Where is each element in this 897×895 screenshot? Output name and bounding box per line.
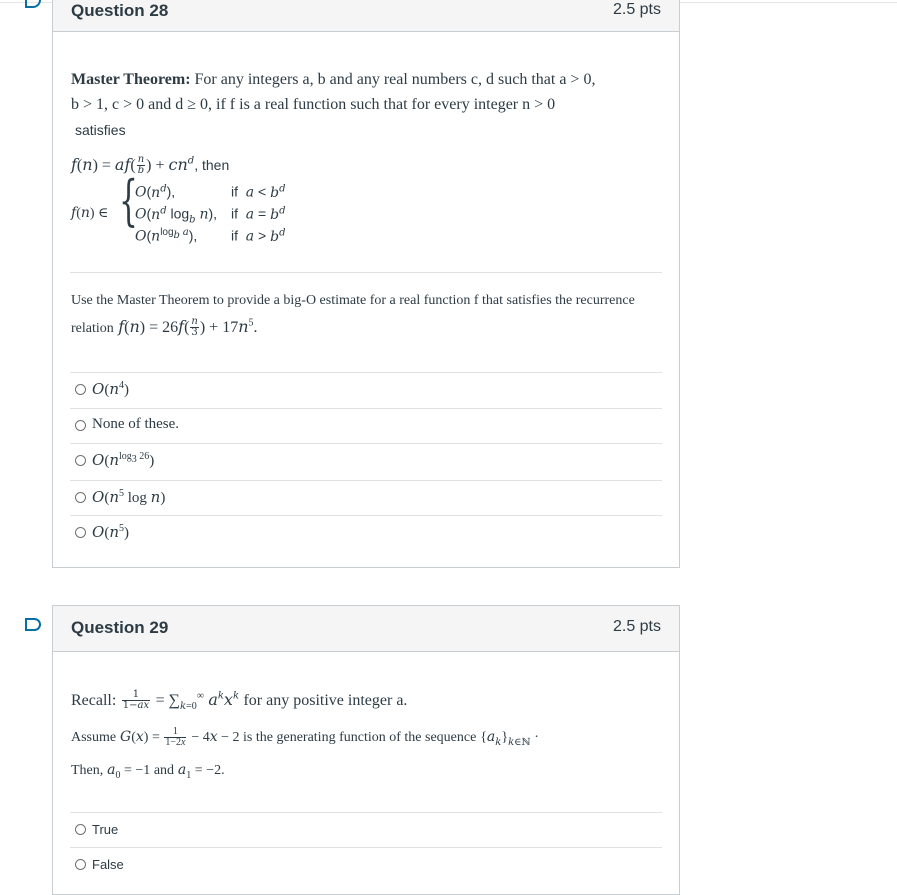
fn-membership: f(n) ∈ bbox=[71, 205, 109, 221]
answer-label: True bbox=[92, 822, 119, 837]
answer-option[interactable] bbox=[70, 408, 662, 443]
answer-option[interactable] bbox=[70, 372, 662, 407]
radio-button[interactable] bbox=[75, 859, 86, 870]
answer-option[interactable] bbox=[70, 480, 662, 515]
answer-label: $O(n^{log_3 26})$ bbox=[92, 451, 155, 469]
recall-tail: for any positive integer a. bbox=[243, 692, 408, 709]
case-1-condition: if $a < b^d$ bbox=[231, 183, 286, 201]
answer-option[interactable] bbox=[70, 847, 662, 882]
master-theorem-text: For any integers a, b and any real numbers c, d such that a > 0, bbox=[194, 71, 596, 88]
master-theorem-line1 bbox=[71, 71, 595, 89]
flag-question-icon[interactable] bbox=[25, 618, 41, 631]
question-title: Question 28 bbox=[71, 1, 169, 20]
recall-label: Recall: bbox=[71, 692, 117, 709]
radio-button[interactable] bbox=[75, 527, 86, 538]
then-line: Then, $a_0 = -1$ and $a_1 = -2$. bbox=[71, 762, 225, 781]
flag-question-icon[interactable] bbox=[25, 0, 41, 8]
general-recurrence: f(n) = af( $\frac{n}{b}$ ) + $cn^d$, then bbox=[71, 154, 230, 177]
answer-label: False bbox=[92, 857, 124, 872]
question-28-header bbox=[53, 0, 679, 32]
radio-button[interactable] bbox=[75, 455, 86, 466]
answer-option[interactable] bbox=[70, 515, 662, 550]
answer-option[interactable] bbox=[70, 812, 662, 847]
question-title: Question 29 bbox=[71, 618, 169, 637]
case-3-condition: if $a > b^d$ bbox=[231, 227, 286, 245]
radio-button[interactable] bbox=[75, 492, 86, 503]
assume-label: Assume bbox=[71, 730, 117, 746]
radio-button[interactable] bbox=[75, 420, 86, 431]
assume-line: Assume G(x) = $\frac{1}{1-2x}$ − 4x − 2 is the generating function of the sequence $\{a_k\}_{k\in ℕ}$ · bbox=[71, 726, 539, 748]
answer-label: $O(n^5)$ bbox=[92, 523, 129, 541]
case-1: $O(n^d)$, bbox=[135, 183, 176, 201]
radio-button[interactable] bbox=[75, 384, 86, 395]
answer-option[interactable] bbox=[70, 443, 662, 478]
question-divider bbox=[70, 272, 662, 273]
answer-label: None of these. bbox=[92, 416, 180, 432]
case-2-condition: if $a = b^d$ bbox=[231, 205, 286, 223]
then-and: and bbox=[153, 763, 175, 778]
master-theorem-label: Master Theorem: bbox=[71, 71, 191, 88]
prompt-line1: Use the Master Theorem to provide a big-O estimate for a real function f that satisfies the recurrence bbox=[71, 293, 635, 308]
radio-button[interactable] bbox=[75, 824, 86, 835]
prompt-line2: relation f(n) = 26f( $\frac{n}{3}$ ) + $17n^5$. bbox=[71, 316, 258, 339]
cases-brace: { bbox=[119, 169, 138, 232]
question-28 bbox=[52, 0, 680, 568]
master-theorem-line3: satisfies bbox=[75, 122, 126, 138]
case-3: $O(n^{log_b a})$, bbox=[135, 227, 198, 245]
then-label: Then, bbox=[71, 763, 104, 778]
relation-label: relation bbox=[71, 321, 114, 336]
then-text: , then bbox=[194, 157, 230, 173]
answer-label: $O(n^4)$ bbox=[92, 380, 129, 398]
question-points: 2.5 pts bbox=[612, 1, 661, 18]
question-29-header bbox=[53, 606, 679, 652]
assume-tail: is the generating function of the sequence bbox=[243, 730, 477, 746]
question-29 bbox=[52, 605, 680, 895]
master-theorem-line2: b > 1, c > 0 and d ≥ 0, if f is a real function such that for every integer n > 0 bbox=[71, 96, 556, 113]
case-2: $O(n^d$ $\log_b n$), bbox=[135, 205, 218, 226]
answer-label: $O(n^5$ log n) bbox=[92, 488, 166, 506]
question-points: 2.5 pts bbox=[612, 618, 661, 635]
recall-line: Recall: $\frac{1}{1-ax}$ = $\sum_{k=0}^\infty$ $a^kx^k$ for any positive integer a. bbox=[71, 689, 408, 713]
